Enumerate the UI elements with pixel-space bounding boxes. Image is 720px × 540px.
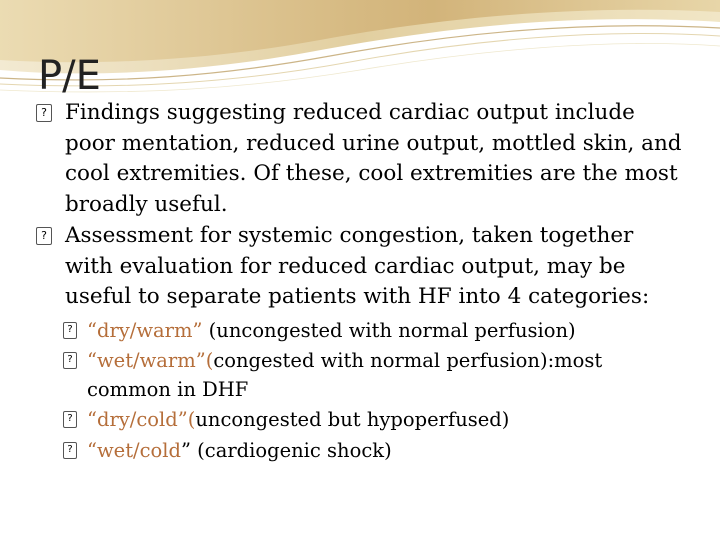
category-label: “wet/warm”(	[87, 349, 214, 372]
category-item-wet-cold	[63, 437, 686, 466]
category-detail: uncongested but hypoperfused)	[195, 408, 510, 431]
bullet-box-icon: ?	[36, 104, 52, 122]
category-label: “wet/cold	[87, 438, 181, 462]
category-label: “dry/warm”	[87, 318, 203, 342]
category-item-wet-warm	[63, 347, 686, 404]
bullet-box-icon: ?	[63, 411, 77, 428]
bullet-box-icon: ?	[63, 322, 77, 339]
category-detail: ” (cardiogenic shock)	[181, 438, 392, 462]
category-item-dry-warm	[63, 317, 686, 346]
bullet-box-icon: ?	[63, 442, 77, 459]
category-item-dry-cold	[63, 406, 686, 435]
bullet-paragraph-cardiac-output	[36, 98, 686, 220]
bullet-box-icon: ?	[63, 352, 77, 369]
slide-body	[36, 98, 686, 465]
paragraph-text: Findings suggesting reduced cardiac output include poor mentation, reduced urine output, mottled skin, and cool extremities. Of these, cool extremities are the most broadly useful.	[65, 100, 682, 217]
category-detail: congested with normal perfusion):most common in DHF	[87, 349, 603, 401]
paragraph-text: Assessment for systemic congestion, taken together with evaluation for reduced cardiac output, may be useful to separate patients with HF into 4 categories:	[65, 223, 650, 309]
category-detail: (uncongested with normal perfusion)	[202, 318, 576, 342]
slide-title: P/E	[38, 53, 101, 99]
category-label: “dry/cold”(	[87, 408, 196, 431]
bullet-paragraph-assessment	[36, 221, 686, 313]
decorative-banner	[0, 0, 720, 110]
bullet-box-icon: ?	[36, 227, 52, 245]
